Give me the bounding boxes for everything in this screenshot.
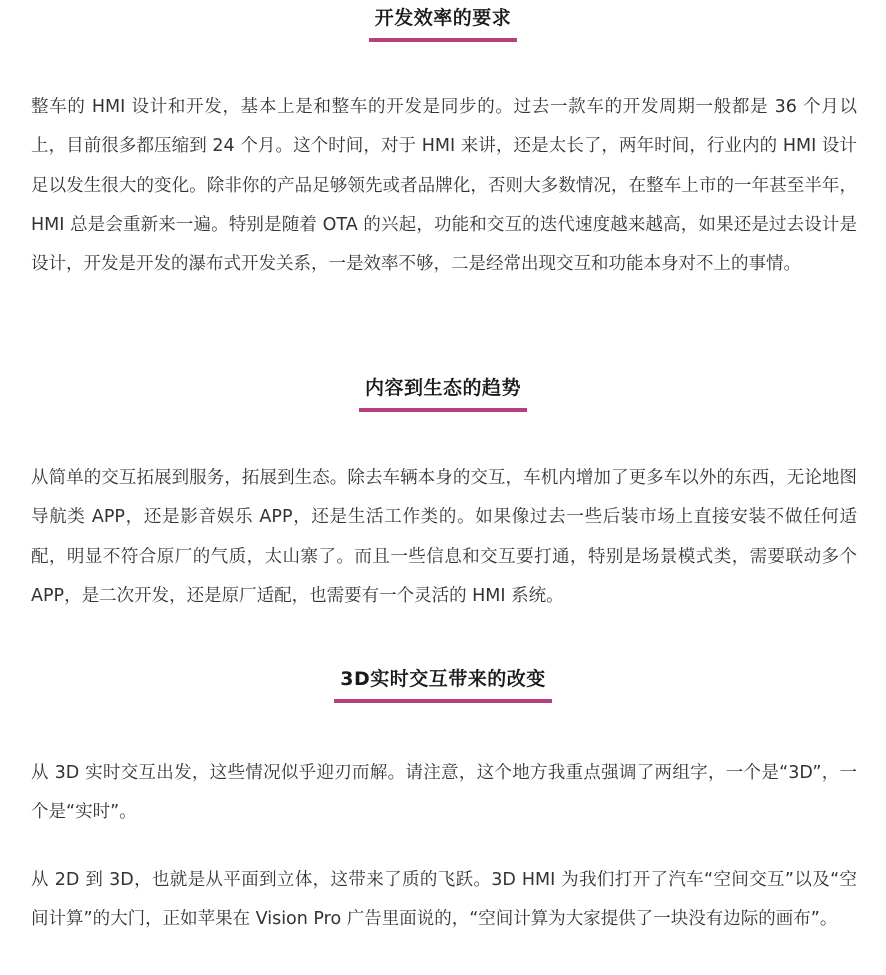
paragraph-2d-to-3d: 从 2D 到 3D，也就是从平面到立体，这带来了质的飞跃。3D HMI 为我们打开了汽车“空间交互”以及“空间计算”的大门，正如苹果在 Vision Pro 广告里面说的，“空间计算为大家提供了一块没有边际的画布”。 xyxy=(31,870,857,930)
section-heading-wrap xyxy=(0,374,886,412)
section-heading-efficiency: 开发效率的要求 xyxy=(369,4,518,42)
section-heading-3d-realtime: 3D实时交互带来的改变 xyxy=(334,665,552,703)
paragraph-3d-realtime-intro: 从 3D 实时交互出发，这些情况似乎迎刃而解。请注意，这个地方我重点强调了两组字，一个是“3D”，一个是“实时”。 xyxy=(31,763,857,823)
section-heading-ecosystem: 内容到生态的趋势 xyxy=(359,374,527,412)
section-heading-wrap xyxy=(0,4,886,42)
section-heading-wrap xyxy=(0,665,886,703)
paragraph-efficiency: 整车的 HMI 设计和开发，基本上是和整车的开发是同步的。过去一款车的开发周期一般都是 36 个月以上，目前很多都压缩到 24 个月。这个时间，对于 HMI 来讲，还是太长了，两年时间，行业内的 HMI 设计足以发生很大的变化。除非你的产品足够领先或者品牌化，否则大多数情况，在整车上市的一年甚至半年，HMI 总是会重新来一遍。特别是随着 OTA 的兴起，功能和交互的迭代速度越来越高，如果还是过去设计是设计，开发是开发的瀑布式开发关系，一是效率不够，二是经常出现交互和功能本身对不上的事情。 xyxy=(31,97,857,275)
paragraph-ecosystem: 从简单的交互拓展到服务，拓展到生态。除去车辆本身的交互，车机内增加了更多车以外的东西，无论地图导航类 APP，还是影音娱乐 APP，还是生活工作类的。如果像过去一些后装市场上直接安装不做任何适配，明显不符合原厂的气质，太山寨了。而且一些信息和交互要打通，特别是场景模式类，需要联动多个 APP，是二次开发，还是原厂适配，也需要有一个灵活的 HMI 系统。 xyxy=(31,468,857,606)
